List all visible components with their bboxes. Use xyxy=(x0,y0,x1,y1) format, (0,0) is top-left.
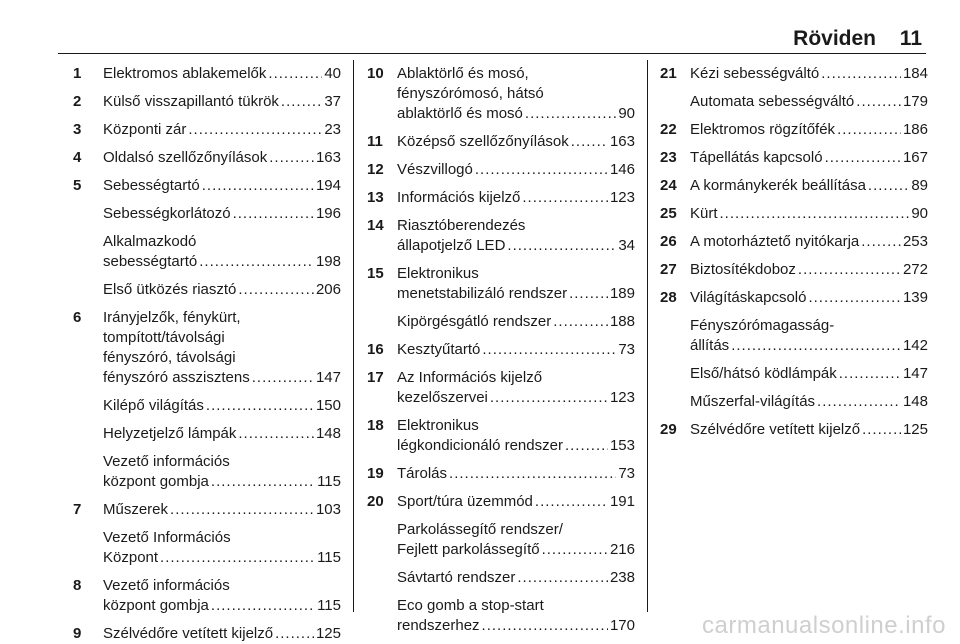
entry-number: 29 xyxy=(660,421,677,438)
entry-line xyxy=(103,624,341,644)
entry-line xyxy=(397,312,635,332)
index-entry[interactable] xyxy=(660,420,928,440)
entry-text: Műszerek xyxy=(103,501,169,518)
index-entry[interactable] xyxy=(73,232,341,272)
index-entry[interactable] xyxy=(73,148,341,168)
leader-dots xyxy=(535,492,608,512)
entry-line xyxy=(103,252,341,272)
entry-line xyxy=(690,148,928,168)
entry-text: Elektromos rögzítőfék xyxy=(690,121,836,138)
leader-dots xyxy=(507,236,616,256)
index-entry[interactable] xyxy=(73,64,341,84)
entry-page-number: 125 xyxy=(902,421,928,438)
entry-text: kezelőszervei xyxy=(397,389,488,406)
index-entry[interactable] xyxy=(660,204,928,224)
entry-page-number: 147 xyxy=(315,369,341,386)
index-entry[interactable] xyxy=(367,264,635,304)
index-column-1 xyxy=(73,64,341,644)
entry-page-number: 34 xyxy=(618,237,635,254)
entry-line xyxy=(690,260,928,280)
entry-text: központ gombja xyxy=(103,473,209,490)
leader-dots xyxy=(817,392,901,412)
entry-line xyxy=(103,596,341,616)
entry-text: Első ütközés riasztó xyxy=(103,281,237,298)
leader-dots xyxy=(475,160,608,180)
entry-page-number: 146 xyxy=(609,161,635,178)
entry-text: Fejlett parkolássegítő xyxy=(397,541,540,558)
entry-text: ablaktörlő és mosó xyxy=(397,105,523,122)
leader-dots xyxy=(517,568,608,588)
entry-page-number: 73 xyxy=(618,341,635,358)
entry-page-number: 89 xyxy=(911,177,928,194)
page-title: Röviden xyxy=(793,27,876,50)
entry-line xyxy=(103,176,341,196)
entry-line xyxy=(397,236,635,256)
entry-text: Ablaktörlő és mosó, xyxy=(397,65,529,82)
index-entry[interactable] xyxy=(367,312,635,332)
index-entry[interactable] xyxy=(73,576,341,616)
leader-dots xyxy=(482,616,608,636)
entry-text: Elektromos ablakemelők xyxy=(103,65,267,82)
leader-dots xyxy=(522,188,608,208)
entry-number: 11 xyxy=(367,133,383,150)
index-entry[interactable] xyxy=(367,132,635,152)
index-entry[interactable] xyxy=(367,160,635,180)
entry-page-number: 23 xyxy=(324,121,341,138)
entry-page-number: 206 xyxy=(315,281,341,298)
entry-page-number: 123 xyxy=(609,389,635,406)
entry-page-number: 115 xyxy=(317,549,341,566)
entry-line xyxy=(103,280,341,300)
entry-text: Automata sebességváltó xyxy=(690,93,855,110)
index-entry[interactable] xyxy=(367,188,635,208)
entry-text: Helyzetjelző lámpák xyxy=(103,425,237,442)
entry-page-number: 40 xyxy=(324,65,341,82)
entry-text: állapotjelző LED xyxy=(397,237,506,254)
entry-line xyxy=(103,92,341,112)
index-entry[interactable] xyxy=(73,424,341,444)
index-entry[interactable] xyxy=(73,204,341,224)
entry-page-number: 196 xyxy=(315,205,341,222)
index-entry[interactable] xyxy=(660,392,928,412)
entry-page-number: 103 xyxy=(315,501,341,518)
entry-page-number: 148 xyxy=(902,393,928,410)
entry-text: sebességtartó xyxy=(103,253,198,270)
leader-dots xyxy=(482,340,616,360)
entry-text: Kürt xyxy=(690,205,718,222)
entry-number: 26 xyxy=(660,233,677,250)
entry-page-number: 115 xyxy=(317,597,341,614)
entry-page-number: 186 xyxy=(902,121,928,138)
leader-dots xyxy=(490,388,608,408)
entry-line xyxy=(690,204,928,224)
index-entry[interactable] xyxy=(73,528,341,568)
entry-text: Sebességtartó xyxy=(103,177,200,194)
entry-line xyxy=(397,188,635,208)
entry-page-number: 37 xyxy=(324,93,341,110)
entry-line xyxy=(690,92,928,112)
entry-page-number: 179 xyxy=(902,93,928,110)
index-entry[interactable] xyxy=(73,280,341,300)
leader-dots xyxy=(160,548,315,568)
index-entry[interactable] xyxy=(660,92,928,112)
column-divider xyxy=(353,60,354,612)
index-entry[interactable] xyxy=(73,120,341,140)
entry-page-number: 170 xyxy=(609,617,635,634)
entry-text: Központi zár xyxy=(103,121,187,138)
index-entry[interactable] xyxy=(73,396,341,416)
entry-line xyxy=(690,288,928,308)
leader-dots xyxy=(281,92,322,112)
entry-number: 16 xyxy=(367,341,384,358)
leader-dots xyxy=(206,396,314,416)
watermark: carmanualsonline.info xyxy=(702,612,946,639)
entry-text: fényszóró, távolsági xyxy=(103,349,236,366)
index-entry[interactable] xyxy=(660,288,928,308)
entry-line xyxy=(690,176,928,196)
entry-number: 5 xyxy=(73,177,82,194)
entry-page-number: 194 xyxy=(315,177,341,194)
entry-line xyxy=(397,568,635,588)
entry-page-number: 167 xyxy=(902,149,928,166)
entry-line xyxy=(397,104,635,124)
entry-text: rendszerhez xyxy=(397,617,480,634)
entry-line xyxy=(103,204,341,224)
entry-text: Középső szellőzőnyílások xyxy=(397,133,569,150)
entry-number: 25 xyxy=(660,205,677,222)
entry-number: 23 xyxy=(660,149,677,166)
index-entry[interactable] xyxy=(660,176,928,196)
index-column-3 xyxy=(660,64,928,440)
entry-text: állítás xyxy=(690,337,730,354)
entry-page-number: 163 xyxy=(315,149,341,166)
column-divider xyxy=(647,60,648,612)
entry-page-number: 148 xyxy=(315,425,341,442)
index-entry[interactable] xyxy=(660,64,928,84)
entry-page-number: 139 xyxy=(902,289,928,306)
entry-page-number: 216 xyxy=(609,541,635,558)
index-entry[interactable] xyxy=(367,596,635,636)
index-column-2 xyxy=(367,64,635,636)
entry-text: Első/hátsó ködlámpák xyxy=(690,365,837,382)
entry-line xyxy=(397,160,635,180)
index-entry[interactable] xyxy=(367,520,635,560)
index-entry[interactable] xyxy=(660,364,928,384)
leader-dots xyxy=(862,420,901,440)
leader-dots xyxy=(199,252,314,272)
entry-page-number: 272 xyxy=(902,261,928,278)
entry-text: menetstabilizáló rendszer xyxy=(397,285,568,302)
leader-dots xyxy=(731,336,901,356)
entry-number: 3 xyxy=(73,121,82,138)
entry-text: Alkalmazkodó xyxy=(103,233,197,250)
entry-text: központ gombja xyxy=(103,597,209,614)
leader-dots xyxy=(211,596,315,616)
entry-page-number: 189 xyxy=(609,285,635,302)
entry-number: 1 xyxy=(73,65,82,82)
entry-line xyxy=(103,396,341,416)
entry-line xyxy=(103,500,341,520)
entry-text: Sebességkorlátozó xyxy=(103,205,231,222)
entry-line xyxy=(103,472,341,492)
entry-number: 8 xyxy=(73,577,82,594)
entry-line xyxy=(103,148,341,168)
leader-dots xyxy=(553,312,608,332)
entry-text: Riasztóberendezés xyxy=(397,217,526,234)
entry-number: 2 xyxy=(73,93,82,110)
entry-line xyxy=(690,120,928,140)
leader-dots xyxy=(571,132,608,152)
entry-page-number: 238 xyxy=(609,569,635,586)
entry-number: 7 xyxy=(73,501,82,518)
entry-number: 9 xyxy=(73,625,82,642)
entry-number: 13 xyxy=(367,189,384,206)
entry-line xyxy=(397,464,635,484)
entry-line xyxy=(690,364,928,384)
index-entry[interactable] xyxy=(73,500,341,520)
entry-line xyxy=(690,64,928,84)
entry-page-number: 123 xyxy=(609,189,635,206)
page-number: 11 xyxy=(899,27,922,50)
index-entry[interactable] xyxy=(367,492,635,512)
entry-text: tompított/távolsági xyxy=(103,329,225,346)
entry-page-number: 253 xyxy=(902,233,928,250)
entry-line xyxy=(397,284,635,304)
index-entry[interactable] xyxy=(73,308,341,388)
entry-text: Világításkapcsoló xyxy=(690,289,807,306)
leader-dots xyxy=(238,280,314,300)
entry-number: 28 xyxy=(660,289,677,306)
entry-number: 21 xyxy=(660,65,677,82)
index-entry[interactable] xyxy=(367,568,635,588)
index-entry[interactable] xyxy=(73,452,341,492)
leader-dots xyxy=(202,176,314,196)
entry-text: Központ xyxy=(103,549,159,566)
entry-page-number: 198 xyxy=(315,253,341,270)
entry-text: fényszórómosó, hátsó xyxy=(397,85,544,102)
index-entry[interactable] xyxy=(367,340,635,360)
entry-text: fényszóró asszisztens xyxy=(103,369,250,386)
leader-dots xyxy=(720,204,910,224)
entry-line xyxy=(103,64,341,84)
leader-dots xyxy=(856,92,901,112)
entry-page-number: 115 xyxy=(317,473,341,490)
leader-dots xyxy=(188,120,322,140)
leader-dots xyxy=(449,464,616,484)
index-entry[interactable] xyxy=(660,232,928,252)
leader-dots xyxy=(798,260,901,280)
leader-dots xyxy=(211,472,315,492)
entry-number: 18 xyxy=(367,417,384,434)
entry-number: 17 xyxy=(367,369,384,386)
entry-line xyxy=(103,424,341,444)
leader-dots xyxy=(268,64,322,84)
entry-text: Sport/túra üzemmód xyxy=(397,493,533,510)
leader-dots xyxy=(565,436,608,456)
leader-dots xyxy=(861,232,901,252)
entry-page-number: 90 xyxy=(618,105,635,122)
index-entry[interactable] xyxy=(73,92,341,112)
index-entry[interactable] xyxy=(73,176,341,196)
entry-line xyxy=(103,120,341,140)
entry-number: 12 xyxy=(367,161,384,178)
entry-page-number: 184 xyxy=(902,65,928,82)
entry-text: Szélvédőre vetített kijelző xyxy=(690,421,861,438)
leader-dots xyxy=(170,500,314,520)
entry-text: Vezető Információs xyxy=(103,529,231,546)
entry-page-number: 142 xyxy=(902,337,928,354)
entry-number: 15 xyxy=(367,265,384,282)
entry-line xyxy=(103,548,341,568)
entry-number: 24 xyxy=(660,177,677,194)
entry-text: Műszerfal-világítás xyxy=(690,393,816,410)
index-entry[interactable] xyxy=(367,416,635,456)
entry-text: Kesztyűtartó xyxy=(397,341,481,358)
leader-dots xyxy=(868,176,909,196)
index-entry[interactable] xyxy=(660,120,928,140)
entry-text: Információs kijelző xyxy=(397,189,521,206)
entry-page-number: 188 xyxy=(609,313,635,330)
entry-page-number: 153 xyxy=(609,437,635,454)
index-entry[interactable] xyxy=(367,64,635,124)
leader-dots xyxy=(808,288,901,308)
entry-text: Oldalsó szellőzőnyílások xyxy=(103,149,268,166)
entry-line xyxy=(397,616,635,636)
entry-number: 14 xyxy=(367,217,384,234)
entry-text: Szélvédőre vetített kijelző xyxy=(103,625,274,642)
entry-text: Elektronikus xyxy=(397,417,479,434)
entry-text: Elektronikus xyxy=(397,265,479,282)
entry-text: Az Információs kijelző xyxy=(397,369,543,386)
entry-number: 4 xyxy=(73,149,82,166)
entry-number: 20 xyxy=(367,493,384,510)
entry-number: 27 xyxy=(660,261,677,278)
entry-text: Vezető információs xyxy=(103,577,230,594)
entry-line xyxy=(690,392,928,412)
entry-text: A motorháztető nyitókarja xyxy=(690,233,860,250)
entry-line xyxy=(397,132,635,152)
leader-dots xyxy=(269,148,314,168)
leader-dots xyxy=(569,284,608,304)
entry-number: 6 xyxy=(73,309,82,326)
entry-line xyxy=(397,388,635,408)
entry-number: 22 xyxy=(660,121,677,138)
entry-number: 10 xyxy=(367,65,384,82)
leader-dots xyxy=(238,424,314,444)
entry-line xyxy=(397,540,635,560)
index-entry[interactable] xyxy=(73,624,341,644)
leader-dots xyxy=(525,104,616,124)
leader-dots xyxy=(825,148,901,168)
index-entry[interactable] xyxy=(367,464,635,484)
leader-dots xyxy=(837,120,901,140)
leader-dots xyxy=(821,64,901,84)
entry-text: Kilépő világítás xyxy=(103,397,204,414)
entry-page-number: 73 xyxy=(618,465,635,482)
entry-page-number: 125 xyxy=(315,625,341,642)
index-entry[interactable] xyxy=(660,316,928,356)
index-entry[interactable] xyxy=(660,260,928,280)
index-entry[interactable] xyxy=(367,216,635,256)
entry-text: Eco gomb a stop-start xyxy=(397,597,544,614)
entry-line xyxy=(690,336,928,356)
entry-text: Irányjelzők, fénykürt, xyxy=(103,309,241,326)
index-entry[interactable] xyxy=(367,368,635,408)
leader-dots xyxy=(233,204,314,224)
entry-line xyxy=(690,232,928,252)
entry-page-number: 163 xyxy=(609,133,635,150)
entry-page-number: 90 xyxy=(911,205,928,222)
entry-line xyxy=(397,340,635,360)
entry-page-number: 150 xyxy=(315,397,341,414)
entry-text: Parkolássegítő rendszer/ xyxy=(397,521,563,538)
entry-text: Fényszórómagasság- xyxy=(690,317,835,334)
leader-dots xyxy=(252,368,314,388)
leader-dots xyxy=(542,540,608,560)
entry-line xyxy=(397,436,635,456)
entry-line xyxy=(690,420,928,440)
entry-text: Vezető információs xyxy=(103,453,230,470)
entry-text: Kézi sebességváltó xyxy=(690,65,820,82)
index-entry[interactable] xyxy=(660,148,928,168)
entry-line xyxy=(103,368,341,388)
page-header xyxy=(58,27,926,54)
entry-page-number: 147 xyxy=(902,365,928,382)
entry-text: Tápellátás kapcsoló xyxy=(690,149,823,166)
entry-text: Biztosítékdoboz xyxy=(690,261,796,278)
entry-text: Tárolás xyxy=(397,465,448,482)
entry-number: 19 xyxy=(367,465,384,482)
entry-text: Sávtartó rendszer xyxy=(397,569,516,586)
entry-text: légkondicionáló rendszer xyxy=(397,437,563,454)
entry-text: Kipörgésgátló rendszer xyxy=(397,313,552,330)
entry-text: Külső visszapillantó tükrök xyxy=(103,93,279,110)
entry-page-number: 191 xyxy=(609,493,635,510)
leader-dots xyxy=(275,624,314,644)
leader-dots xyxy=(839,364,901,384)
entry-text: A kormánykerék beállítása xyxy=(690,177,866,194)
entry-line xyxy=(397,492,635,512)
entry-text: Vészvillogó xyxy=(397,161,473,178)
